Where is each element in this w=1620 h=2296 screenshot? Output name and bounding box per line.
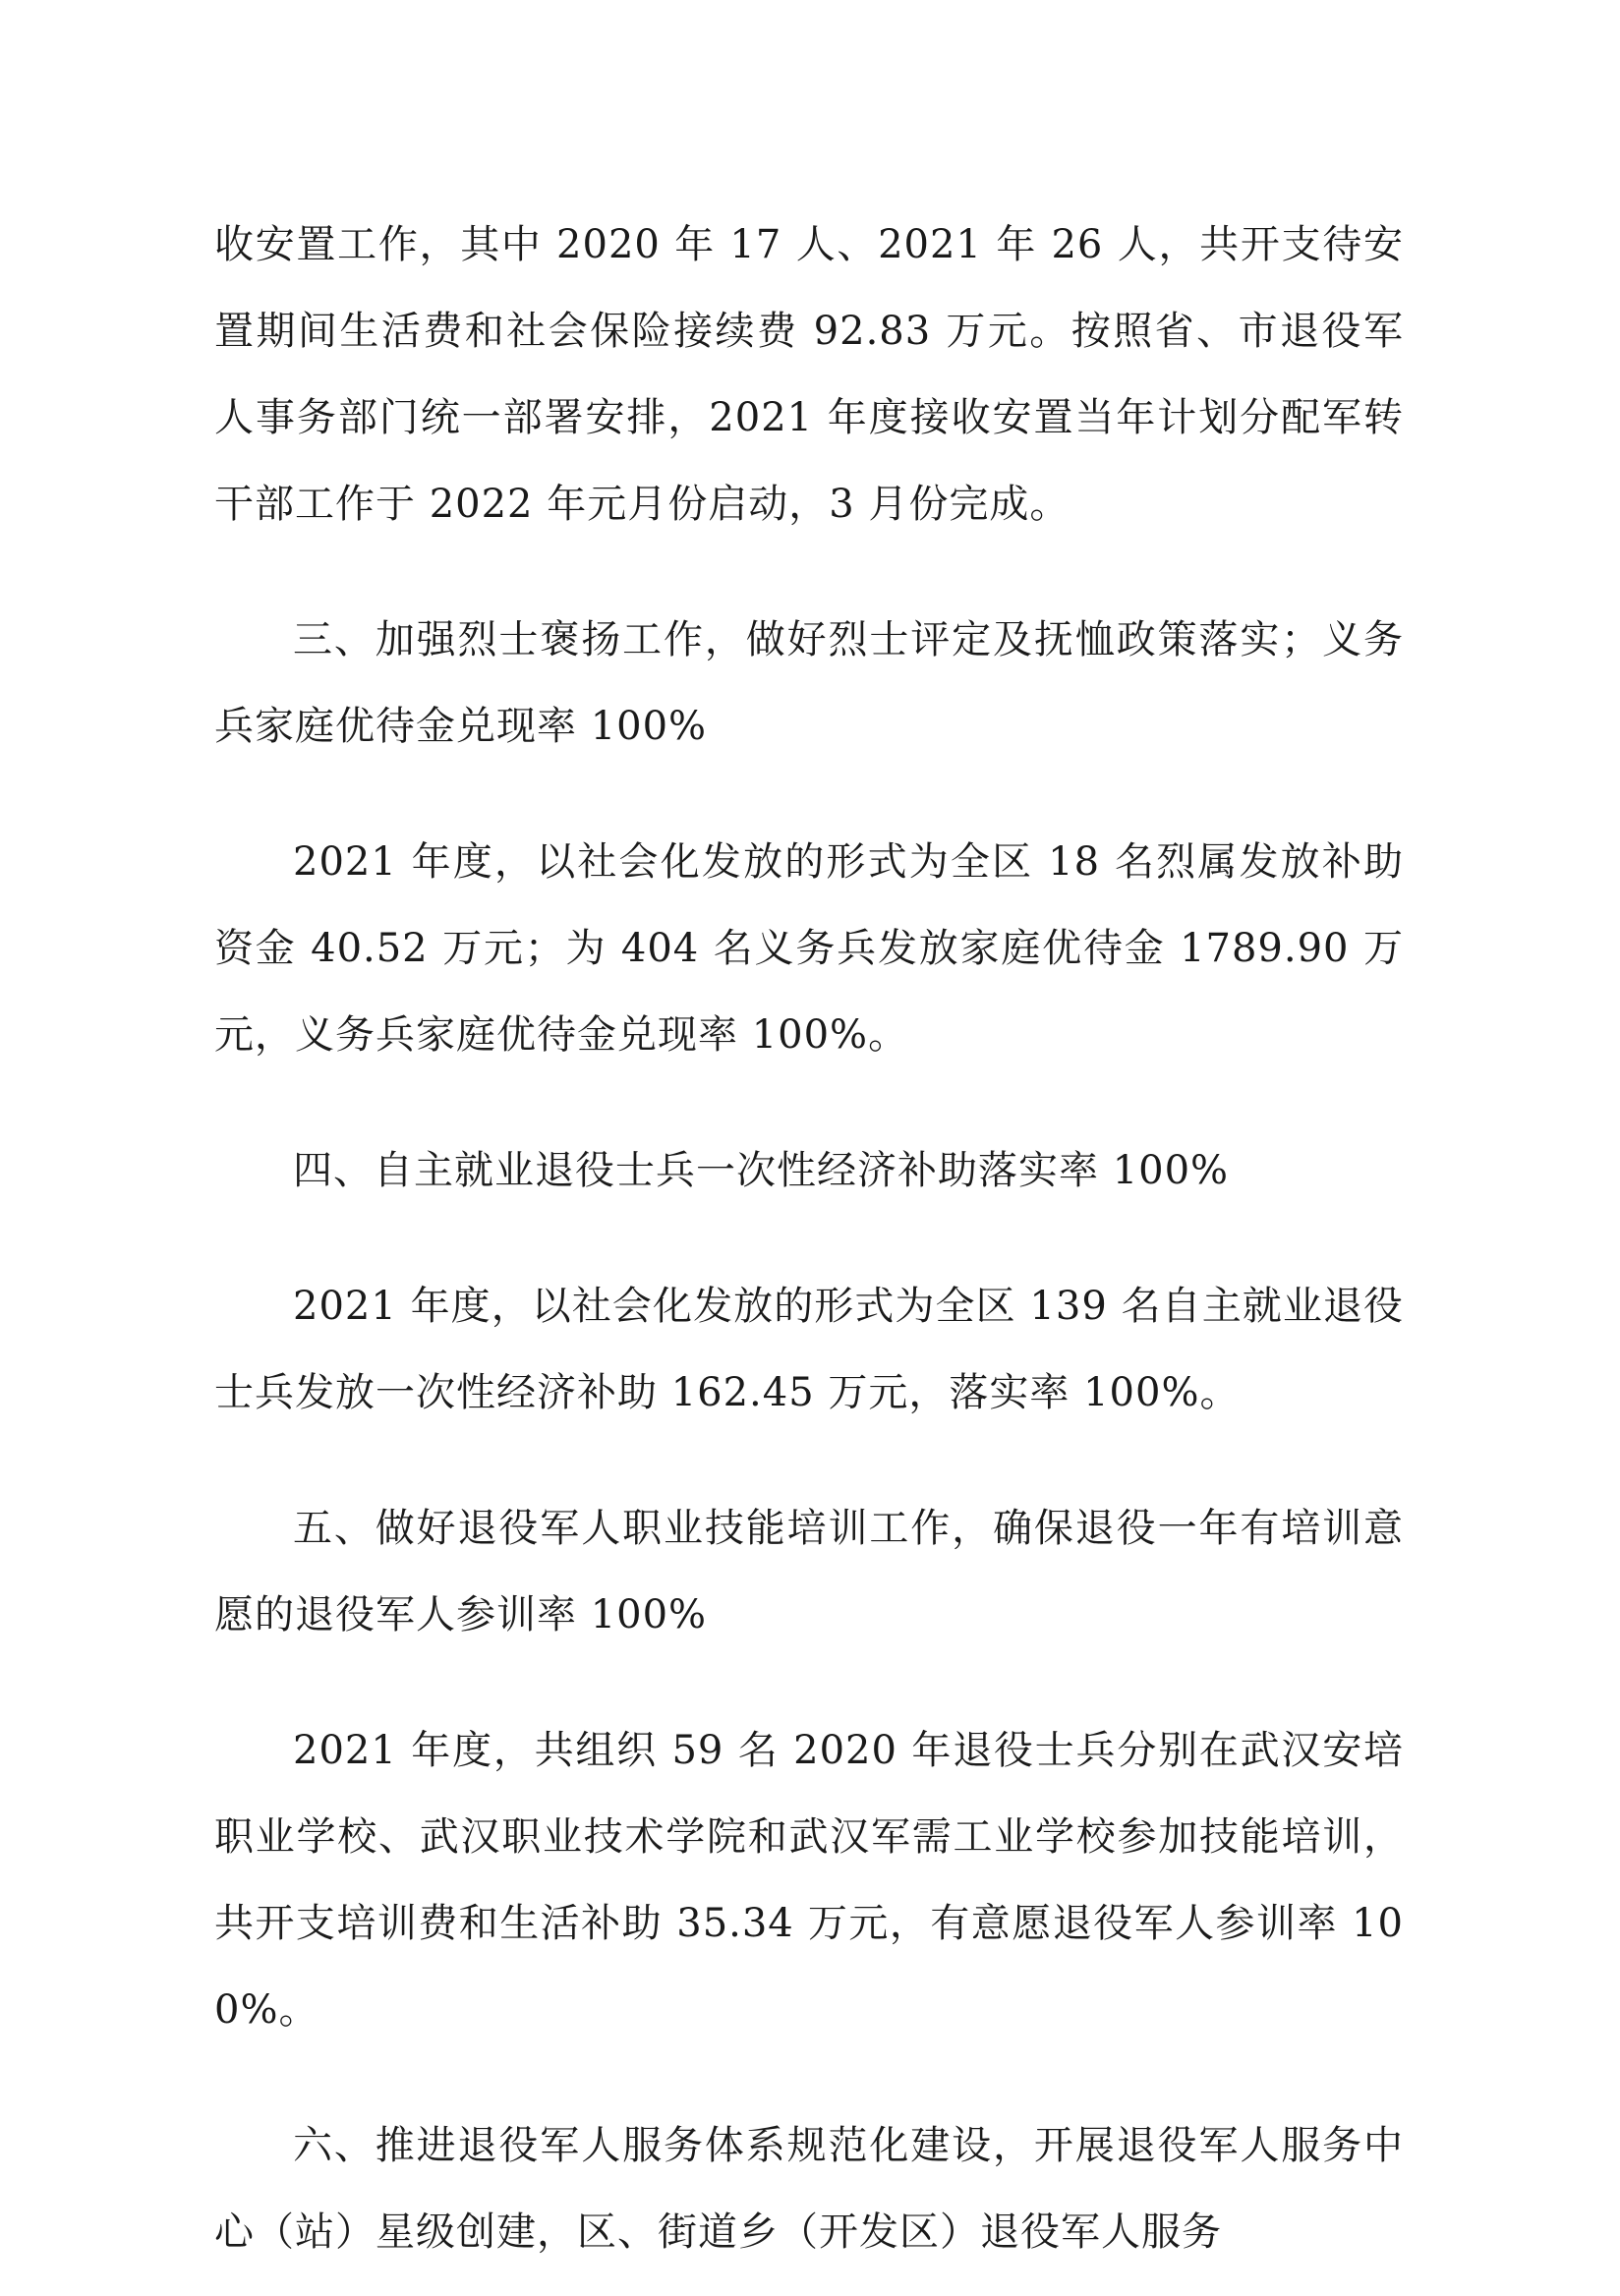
paragraph-section-5: 2021 年度，共组织 59 名 2020 年退役士兵分别在武汉安培职业学校、武汉职业技术学院和武汉军需工业学校参加技能培训，共开支培训费和生活补助 35.34 万元，有意愿退役军人参训率 100%。 [214, 1728, 1404, 2033]
section-heading-6: 六、推进退役军人服务体系规范化建设，开展退役军人服务中心（站）星级创建，区、街道乡（开发区）退役军人服务 [214, 2123, 1404, 2255]
paragraph-continuation: 收安置工作，其中 2020 年 17 人、2021 年 26 人，共开支待安置期间生活费和社会保险接续费 92.83 万元。按照省、市退役军人事务部门统一部署安排，2021 年度接收安置当年计划分配军转干部工作于 2022 年元月份启动，3 月份完成。 [214, 222, 1404, 527]
section-heading-4: 四、自主就业退役士兵一次性经济补助落实率 100% [293, 1148, 1230, 1193]
section-heading-5: 五、做好退役军人职业技能培训工作，确保退役一年有培训意愿的退役军人参训率 100% [214, 1506, 1404, 1637]
document-body [214, 201, 1404, 2275]
paragraph-section-3: 2021 年度，以社会化发放的形式为全区 18 名烈属发放补助资金 40.52 万元；为 404 名义务兵发放家庭优待金 1789.90 万元，义务兵家庭优待金兑现率 100%。 [214, 839, 1404, 1058]
section-heading-3: 三、加强烈士褒扬工作，做好烈士评定及抚恤政策落实；义务兵家庭优待金兑现率 100% [214, 617, 1404, 749]
paragraph-section-4: 2021 年度，以社会化发放的形式为全区 139 名自主就业退役士兵发放一次性经济补助 162.45 万元，落实率 100%。 [214, 1284, 1404, 1415]
